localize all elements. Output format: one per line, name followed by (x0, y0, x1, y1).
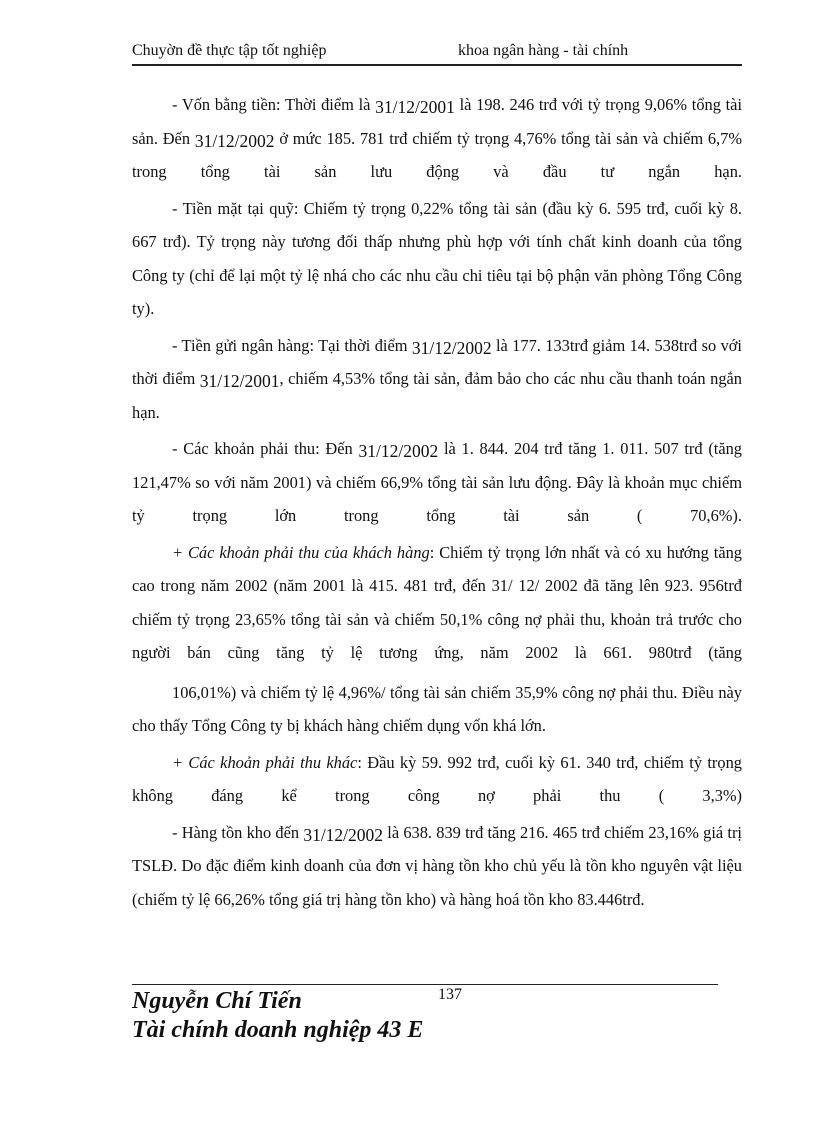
paragraph-customer-receivables: + Các khoản phải thu của khách hàng: Chiếm tỷ trọng lớn nhất và có xu hướng tăng cao trong năm 2002 (năm 2001 là 415. 481 trđ, đến 31/ 12/ 2002 đã tăng lên 923. 956trđ chiếm tỷ trọng 23,65% tổng tài sản và chiếm 50,1% công nợ phải thu, khoản trả trước cho người bán cũng tăng tỷ lệ tương ứng, năm 2002 là 661. 980trđ (tăng (132, 542, 742, 662)
paragraph-cash: - Vốn bằng tiền: Thời điểm là 31/12/2001 là 198. 246 trđ với tỷ trọng 9,06% tổng tài sản. Đến 31/12/2002 ở mức 185. 781 trđ chiếm tỷ trọng 4,76% tổng tài sản và chiếm 6,7% trong tổng tài sản lưu động và đầu tư ngắn hạn. (132, 95, 743, 181)
date: 31/12/2002 (358, 441, 439, 461)
author-name: Nguyễn Chí Tiến (132, 988, 302, 1014)
paragraph-receivables-conclusion: 106,01%) và chiếm tỷ lệ 4,96%/ tổng tài sản chiếm 35,9% công nợ phải thu. Điều này cho thấy Tổng Công ty bị khách hàng chiếm dụng vốn khá lớn. (132, 682, 742, 735)
header-title: Chuyờn đề thực tập tốt nghiệp (132, 42, 327, 59)
paragraph-bank-deposits: - Tiền gửi ngân hàng: Tại thời điểm 31/12/2002 là 177. 133trđ giảm 14. 538trđ so với thời điểm 31/12/2001, chiếm 4,53% tổng tài sản, đảm bảo cho các nhu cầu thanh toán ngắn hạn. (132, 335, 742, 422)
italic-lead: + Các khoản phải thu của khách hàng (172, 542, 430, 562)
date: 31/12/2002 (303, 824, 384, 845)
document-body (132, 88, 742, 919)
page-header (132, 40, 742, 66)
date: 31/12/2001 (199, 371, 280, 391)
page-number: 137 (438, 986, 462, 1003)
paragraph-inventory: - Hàng tồn kho đến 31/12/2002 là 638. 839 trđ tăng 216. 465 trđ chiếm 23,16% giá trị TSLĐ. Do đặc điểm kinh doanh của đơn vị hàng tồn kho chủ yếu là tồn kho nguyên vật liệu (chiếm tỷ lệ 66,26% tổng giá trị hàng tồn kho) và hàng hoá tồn kho 83.446trđ. (132, 822, 742, 909)
date: 31/12/2002 (194, 130, 275, 151)
header-department: khoa ngân hàng - tài chính (458, 42, 629, 59)
paragraph-receivables: - Các khoản phải thu: Đến 31/12/2002 là 1. 844. 204 trđ tăng 1. 011. 507 trđ (tăng 121,47% so với năm 2001) và chiếm 66,9% tổng tài sản lưu động. Đây là khoản mục chiếm tỷ trọng lớn trong tổng tài sản ( 70,6%). (132, 439, 743, 525)
author-class: Tài chính doanh nghiệp 43 E (132, 1017, 424, 1043)
paragraph-other-receivables: + Các khoản phải thu khác: Đầu kỳ 59. 992 trđ, cuối kỳ 61. 340 trđ, chiếm tỷ trọng không đáng kể trong công nợ phải thu ( 3,3%) (132, 752, 742, 805)
date: 31/12/2001 (375, 97, 455, 117)
italic-lead: + Các khoản phải thu khác (172, 752, 358, 772)
date: 31/12/2002 (411, 337, 492, 358)
paragraph-cash-on-hand: - Tiền mặt tại quỹ: Chiếm tỷ trọng 0,22% tổng tài sản (đầu kỳ 6. 595 trđ, cuối kỳ 8. 667 trđ). Tỷ trọng này tương đối thấp nhưng phù hợp với tính chất kinh doanh của tổng Công ty (chỉ để lại một tỷ lệ nhá cho các nhu cầu chi tiêu tại bộ phận văn phòng Tổng Công ty). (132, 198, 742, 318)
footer-divider (132, 984, 718, 985)
